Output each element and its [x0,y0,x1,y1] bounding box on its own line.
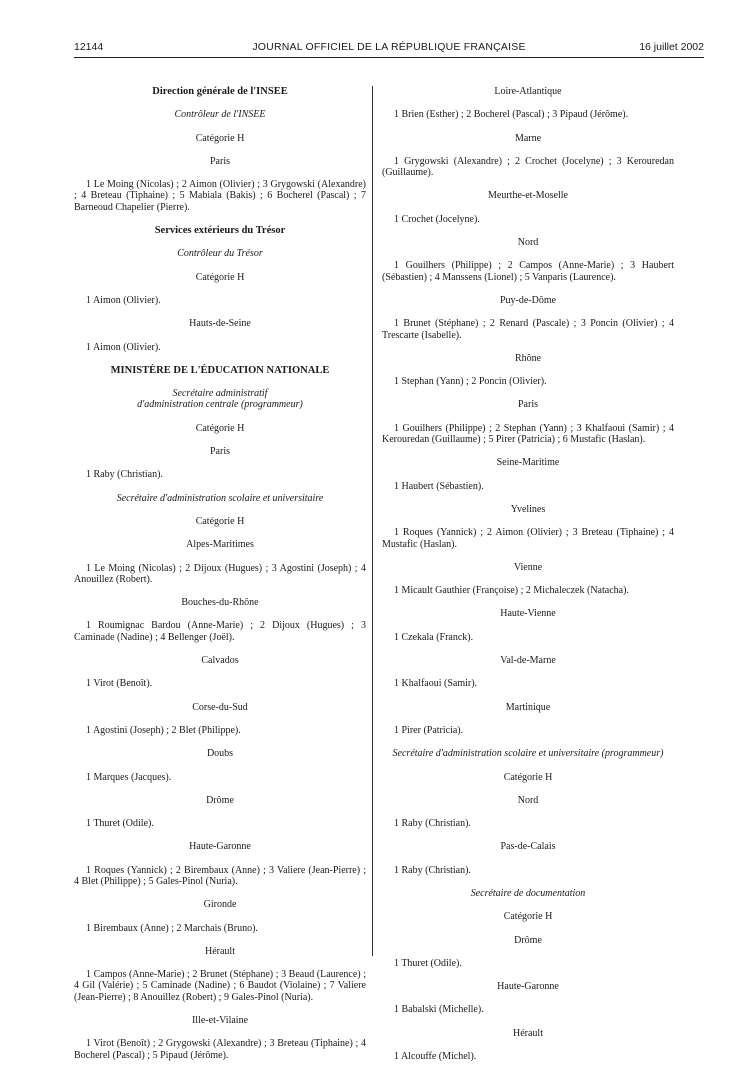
subheading: Rhône [514,352,542,364]
name-list: 1 Crochet (Jocelyne). [394,213,480,225]
subheading: Bouches-du-Rhône [181,597,259,609]
grade-title: Secrétaire administratif d'administration centrale (programmeur) [137,388,303,411]
subheading: Marne [514,132,542,144]
name-list: 1 Gouilhers (Philippe) ; 2 Campos (Anne-Marie) ; 3 Haubert (Sébastien) ; 4 Manssens (Lionel) ; 5 Vanparis (Laurence). [382,260,674,283]
name-list: 1 Haubert (Sébastien). [394,480,484,492]
subheading: Vienne [513,561,543,573]
section-heading: Services extérieurs du Trésor [154,225,286,237]
subheading: Catégorie H [195,422,245,434]
page-header [74,41,704,57]
name-list: 1 Grygowski (Alexandre) ; 2 Crochet (Jocelyne) ; 3 Kerouredan (Guillaume). [382,155,674,179]
name-list: 1 Thuret (Odile). [394,957,462,969]
name-list: 1 Agostini (Joseph) ; 2 Blet (Philippe). [86,724,241,736]
name-list: 1 Raby (Christian). [394,818,471,830]
name-list: 1 Brien (Esther) ; 2 Bocherel (Pascal) ; 3 Pipaud (Jérôme). [394,109,629,121]
subheading: Hérault [513,1027,543,1039]
name-list: 1 Thuret (Odile). [86,818,154,830]
name-list: 1 Raby (Christian). [394,864,471,876]
name-list: 1 Roques (Yannick) ; 2 Aimon (Olivier) ; 3 Breteau (Tiphaine) ; 4 Mustafic (Haslan). [382,527,674,550]
grade-title: Contrôleur de l'INSEE [174,109,266,121]
name-list: 1 Virot (Benoît). [86,678,153,690]
subheading: Yvelines [510,503,546,515]
name-list: 1 Birembaux (Anne) ; 2 Marchais (Bruno). [86,922,258,934]
subheading: Haute-Garonne [497,981,559,993]
name-list: 1 Stephan (Yann) ; 2 Poncin (Olivier). [394,376,547,388]
name-list: 1 Pirer (Patricia). [394,724,464,736]
subheading: Drôme [514,934,542,946]
header-rule [74,57,704,58]
name-list: 1 Babalski (Michelle). [394,1004,484,1016]
subheading: Nord [517,794,539,806]
subheading: Doubs [206,748,234,760]
subheading: Catégorie H [503,771,553,783]
subheading: Calvados [201,655,239,667]
name-list: 1 Roumignac Bardou (Anne-Marie) ; 2 Dijoux (Hugues) ; 3 Caminade (Nadine) ; 4 Bellenger (Joël). [74,620,366,643]
subheading: Drôme [206,794,234,806]
subheading: Seine-Maritime [496,457,560,469]
name-list: 1 Le Moing (Nicolas) ; 2 Aimon (Olivier) ; 3 Grygowski (Alexandre) ; 4 Breteau (Tiphaine) ; 5 Mabiala (Bakis) ; 6 Bocherel (Pascal) ; 7 Barneoud Chapelier (Pierre). [74,179,366,213]
subheading: Gironde [203,899,237,911]
subheading: Ille-et-Vilaine [191,1015,249,1027]
name-list: 1 Virot (Benoît) ; 2 Grygowski (Alexandre) ; 3 Breteau (Tiphaine) ; 4 Bocherel (Pascal) ; 5 Pipaud (Jérôme). [74,1038,366,1061]
subheading: Catégorie H [195,132,245,144]
subheading: Val-de-Marne [500,655,556,667]
subheading: Paris [210,446,230,458]
subheading: Paris [518,399,538,411]
grade-title: Contrôleur du Trésor [177,248,263,260]
name-list: 1 Aimon (Olivier). [86,294,161,306]
subheading: Haute-Vienne [500,608,556,620]
name-list: 1 Le Moing (Nicolas) ; 2 Dijoux (Hugues) ; 3 Agostini (Joseph) ; 4 Anouillez (Robert). [74,562,366,585]
name-list: 1 Raby (Christian). [86,469,163,481]
left-column [74,86,366,1073]
subheading: Meurthe-et-Moselle [488,190,568,202]
subheading: Hérault [205,945,235,957]
name-list: 1 Czekala (Franck). [394,631,474,643]
name-list: 1 Khalfaoui (Samir). [394,678,478,690]
subheading: Paris [210,155,230,167]
subheading: Catégorie H [195,515,245,527]
name-list: 1 Marques (Jacques). [86,771,172,783]
name-list: 1 Brunet (Stéphane) ; 2 Renard (Pascale) ; 3 Poncin (Olivier) ; 4 Trescarte (Isabelle). [382,318,674,341]
grade-title: Secrétaire de documentation [470,887,586,899]
page-number: 12144 [74,41,104,53]
section-heading: MINISTÈRE DE L'ÉDUCATION NATIONALE [110,364,330,376]
name-list: 1 Gouilhers (Philippe) ; 2 Stephan (Yann) ; 3 Khalfaoui (Samir) ; 4 Kerouredan (Guillaume) ; 5 Pirer (Patricia) ; 6 Mustafic (Haslan). [382,422,674,446]
subheading: Corse-du-Sud [192,701,248,713]
section-heading: Direction générale de l'INSEE [152,86,288,97]
subheading: Loire-Atlantique [494,86,562,97]
subheading: Hauts-de-Seine [189,318,251,330]
subheading: Pas-de-Calais [500,841,556,853]
subheading: Catégorie H [503,911,553,923]
grade-title: Secrétaire d'administration scolaire et universitaire (programmeur) [392,748,664,760]
name-list: 1 Micault Gauthier (Françoise) ; 2 Michaleczek (Natacha). [394,585,629,597]
subheading: Martinique [505,701,551,713]
name-list: 1 Roques (Yannick) ; 2 Birembaux (Anne) ; 3 Valiere (Jean-Pierre) ; 4 Blet (Philippe) ; 5 Gales-Pinol (Nuria). [74,864,366,887]
column-divider [372,86,373,956]
subheading: Puy-de-Dôme [499,294,557,306]
subheading: Catégorie H [195,271,245,283]
grade-title: Secrétaire d'administration scolaire et universitaire [116,492,324,504]
right-column [382,86,674,1074]
subheading: Alpes-Maritimes [186,539,254,551]
subheading: Haute-Garonne [189,841,251,853]
name-list: 1 Alcouffe (Michel). [394,1051,477,1063]
subheading: Nord [517,237,539,249]
publication-date: 16 juillet 2002 [639,41,704,53]
name-list: 1 Campos (Anne-Marie) ; 2 Brunet (Stéphane) ; 3 Beaud (Laurence) ; 4 Gil (Valérie) ; 5 Caminade (Nadine) ; 6 Baudot (Violaine) ; 7 Valiere (Jean-Pierre) ; 8 Anouillez (Robert) ; 9 Gales-Pinol (Nuria). [74,969,366,1003]
name-list: 1 Aimon (Olivier). [86,341,161,353]
journal-title: JOURNAL OFFICIEL DE LA RÉPUBLIQUE FRANÇAISE [252,41,526,53]
